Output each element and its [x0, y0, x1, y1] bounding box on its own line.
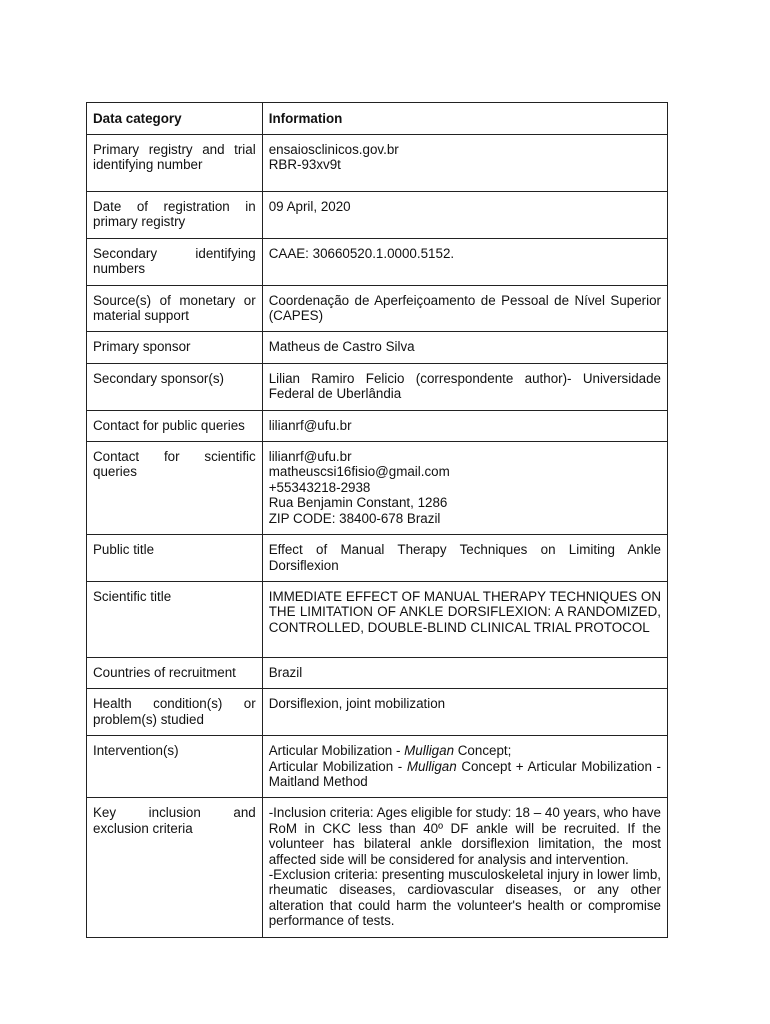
intervention-2: Articular Mobilization - Mulligan Concept + Articular Mobilization - Maitland Method	[268, 758, 661, 789]
interventions	[262, 736, 667, 798]
table-row	[87, 285, 668, 332]
row-category: Primary registry and trial identifying number	[87, 135, 263, 192]
row-category: Key inclusion and exclusion criteria	[87, 798, 263, 937]
table-row	[87, 798, 668, 937]
table-row	[87, 135, 668, 192]
public-contact-email: lilianrf@ufu.br	[262, 410, 667, 441]
eligibility-criteria	[262, 798, 667, 937]
scientific-contact	[262, 442, 667, 535]
row-category: Contact for scientific queries	[87, 442, 263, 535]
table-header-row	[87, 103, 668, 135]
table-row	[87, 535, 668, 582]
table-row	[87, 192, 668, 239]
row-category: Scientific title	[87, 581, 263, 657]
secondary-sponsor: Lilian Ramiro Felicio (correspondente author)- Universidade Federal de Uberlândia	[262, 363, 667, 410]
table-row	[87, 736, 668, 798]
row-category: Public title	[87, 535, 263, 582]
scientific-title: IMMEDIATE EFFECT OF MANUAL THERAPY TECHNIQUES ON THE LIMITATION OF ANKLE DORSIFLEXION: A RANDOMIZED, CONTROLLED, DOUBLE-BLIND CLINICAL TRIAL PROTOCOL	[262, 581, 667, 657]
row-category: Contact for public queries	[87, 410, 263, 441]
table-row	[87, 332, 668, 363]
table-row	[87, 363, 668, 410]
table-row	[87, 581, 668, 657]
primary-sponsor: Matheus de Castro Silva	[262, 332, 667, 363]
row-category: Source(s) of monetary or material support	[87, 285, 263, 332]
table-row	[87, 410, 668, 441]
table-row	[87, 657, 668, 688]
registry-number: RBR-93xv9t	[268, 157, 341, 173]
contact-phone: +55343218-2938	[268, 479, 371, 495]
row-category: Countries of recruitment	[87, 657, 263, 688]
row-category: Secondary identifying numbers	[87, 238, 263, 285]
row-info	[262, 135, 667, 192]
registry-site: ensaiosclinicos.gov.br	[268, 142, 399, 157]
contact-street: Rua Benjamin Constant, 1286	[268, 495, 448, 511]
public-title: Effect of Manual Therapy Techniques on Limiting Ankle Dorsiflexion	[262, 535, 667, 582]
funding-source: Coordenação de Aperfeiçoamento de Pessoal de Nível Superior (CAPES)	[262, 285, 667, 332]
contact-email-2: matheuscsi16fisio@gmail.com	[268, 464, 450, 480]
table-row	[87, 689, 668, 736]
trial-registration-table	[86, 102, 668, 938]
table-row	[87, 238, 668, 285]
inclusion-criteria: -Inclusion criteria: Ages eligible for study: 18 – 40 years, who have RoM in CKC less than 40º DF ankle will be recruited. If the volunteer has bilateral ankle dorsiflexion limitation, the most affected side will be considered for analysis and intervention.	[268, 805, 661, 867]
row-category: Health condition(s) or problem(s) studied	[87, 689, 263, 736]
contact-email-1: lilianrf@ufu.br	[268, 449, 352, 465]
exclusion-criteria: -Exclusion criteria: presenting musculoskeletal injury in lower limb, rheumatic diseases, cardiovascular diseases, or any other alteration that could harm the volunteer's health or compromise performance of tests.	[268, 866, 661, 929]
secondary-id-number: CAAE: 30660520.1.0000.5152.	[262, 238, 667, 285]
recruitment-country: Brazil	[262, 657, 667, 688]
intervention-1: Articular Mobilization - Mulligan Concept;	[268, 743, 512, 759]
row-category: Secondary sponsor(s)	[87, 363, 263, 410]
row-category: Date of registration in primary registry	[87, 192, 263, 239]
header-information: Information	[262, 103, 667, 135]
row-category: Primary sponsor	[87, 332, 263, 363]
contact-zip: ZIP CODE: 38400-678 Brazil	[268, 510, 441, 526]
registration-date: 09 April, 2020	[262, 192, 667, 239]
header-data-category: Data category	[87, 103, 263, 135]
row-category: Intervention(s)	[87, 736, 263, 798]
table-row	[87, 442, 668, 535]
health-condition: Dorsiflexion, joint mobilization	[262, 689, 667, 736]
